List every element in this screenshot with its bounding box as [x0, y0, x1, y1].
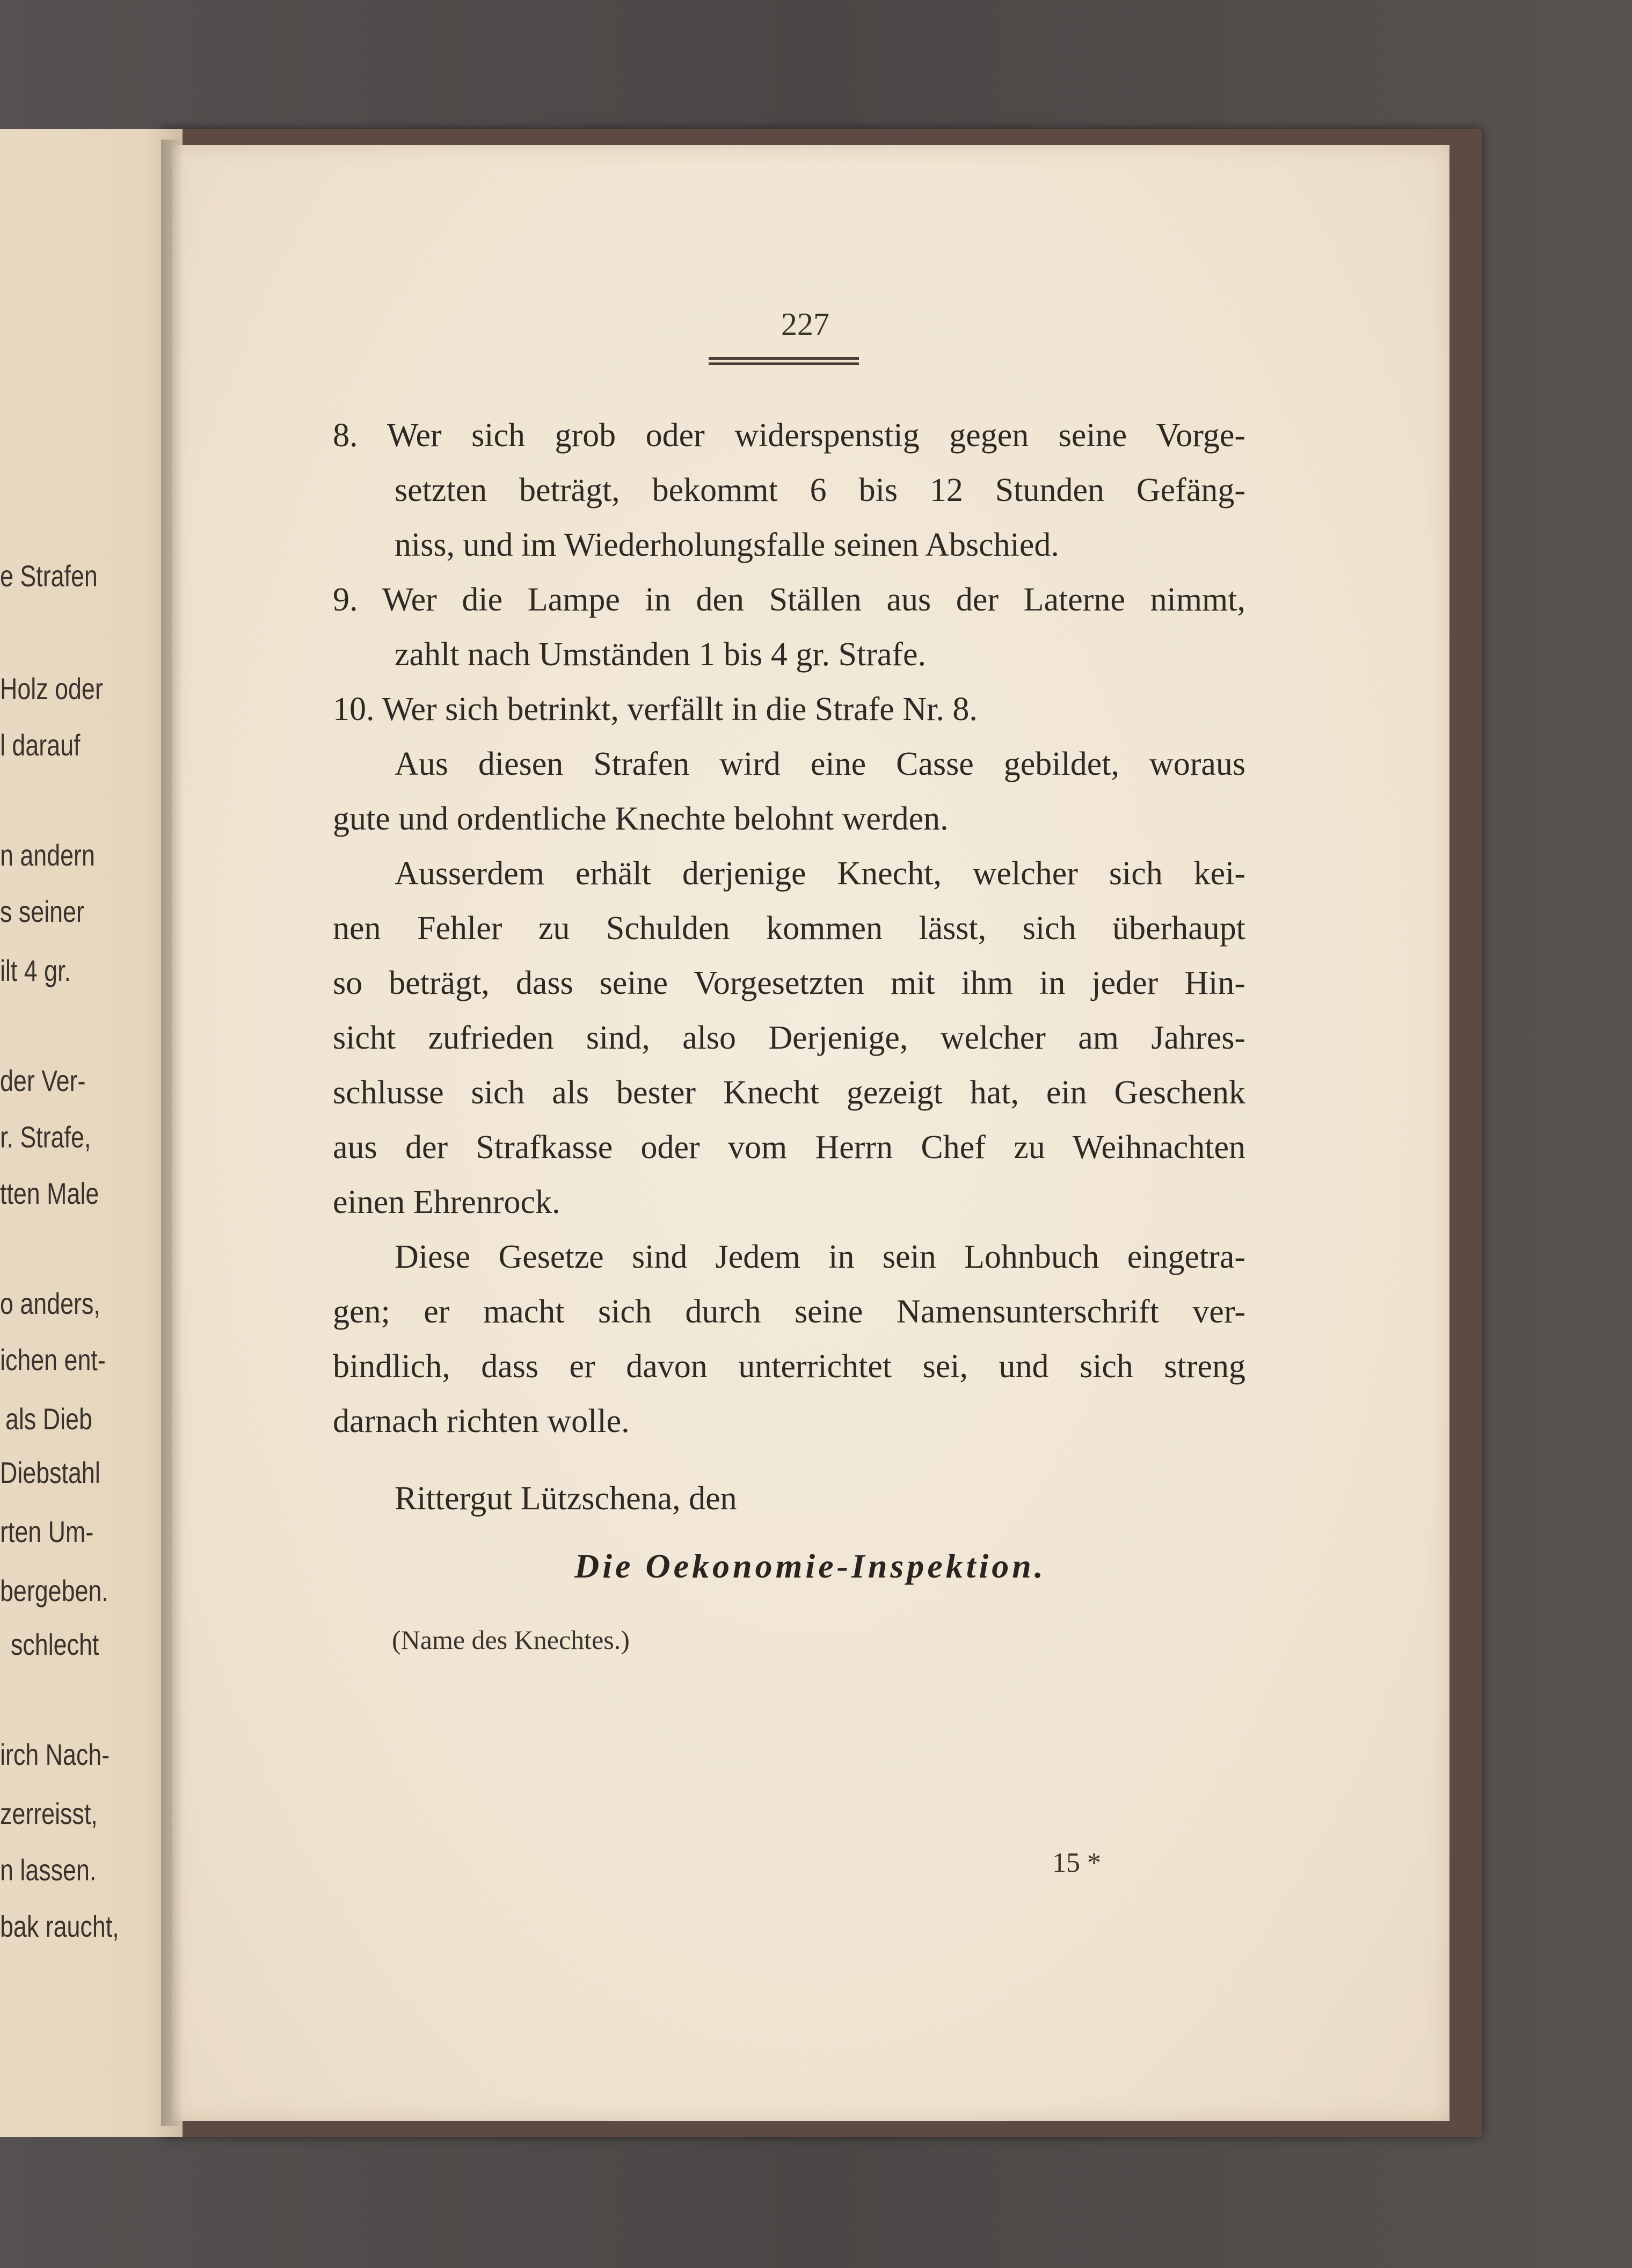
text-line: schlusse sich als bester Knecht gezeigt hat, ein Geschenk — [333, 1074, 1245, 1111]
text-line: zahlt nach Umständen 1 bis 4 gr. Strafe. — [395, 636, 927, 673]
left-page-fragment: irch Nach- — [0, 1738, 110, 1771]
text-line: aus der Strafkasse oder vom Herrn Chef zu Weihnachten — [333, 1129, 1245, 1166]
text-line: einen Ehrenrock. — [333, 1184, 560, 1220]
text-line: niss, und im Wiederholungsfalle seinen Abschied. — [395, 527, 1059, 563]
text-line: Ausserdem erhält derjenige Knecht, welcher sich kei- — [395, 855, 1245, 892]
text-line: nen Fehler zu Schulden kommen lässt, sich überhaupt — [333, 910, 1245, 947]
left-page-fragment: der Ver- — [0, 1064, 86, 1097]
text-line: 10. Wer sich betrinkt, verfällt in die Strafe Nr. 8. — [333, 691, 978, 728]
left-page-fragment: e Strafen — [0, 559, 98, 593]
text-line: Rittergut Lützschena, den — [395, 1480, 737, 1517]
left-page-fragment: bergeben. — [0, 1574, 108, 1608]
text-line: bindlich, dass er davon unterrichtet sei, und sich streng — [333, 1348, 1245, 1385]
left-page-fragment: ilt 4 gr. — [0, 954, 71, 987]
page-gutter-shadow — [161, 140, 183, 2126]
text-line: sicht zufrieden sind, also Derjenige, welcher am Jahres- — [333, 1020, 1245, 1056]
left-page-fragment: s seiner — [0, 895, 84, 928]
header-rule-top — [709, 357, 859, 360]
signature-mark: 15 * — [1052, 1848, 1101, 1878]
left-page-fragment: ichen ent- — [0, 1343, 106, 1377]
left-page — [0, 129, 183, 2137]
left-page-fragment: l darauf — [0, 728, 81, 762]
left-page-fragment: n andern — [0, 838, 95, 872]
text-line: gen; er macht sich durch seine Namensunterschrift ver- — [333, 1293, 1245, 1330]
text-line: gute und ordentliche Knechte belohnt werden. — [333, 801, 949, 837]
left-page-fragment: o anders, — [0, 1286, 100, 1320]
header-rule-bottom — [709, 362, 859, 365]
left-page-fragment: tten Male — [0, 1176, 99, 1210]
text-line: 9. Wer die Lampe in den Ställen aus der Laterne nimmt, — [333, 581, 1245, 618]
left-page-fragment: n lassen. — [0, 1853, 97, 1887]
text-line: setzten beträgt, bekommt 6 bis 12 Stunden Gefäng- — [395, 472, 1245, 508]
text-line: so beträgt, dass seine Vorgesetzten mit ihm in jeder Hin- — [333, 965, 1245, 1001]
page-number: 227 — [781, 307, 829, 342]
left-page-fragment: rten Um- — [0, 1515, 94, 1549]
left-page-fragment: schlecht — [11, 1627, 99, 1661]
text-line: Aus diesen Strafen wird eine Casse gebildet, woraus — [395, 746, 1245, 782]
text-line: Diese Gesetze sind Jedem in sein Lohnbuch eingetra- — [395, 1239, 1245, 1275]
left-page-fragment: zerreisst, — [0, 1797, 98, 1830]
left-page-fragment: r. Strafe, — [0, 1120, 91, 1154]
left-page-fragment: bak raucht, — [0, 1909, 119, 1943]
left-page-fragment: Holz oder — [0, 672, 103, 706]
text-line: darnach richten wolle. — [333, 1403, 630, 1440]
left-page-fragment: als Dieb — [5, 1402, 92, 1436]
text-line: 8. Wer sich grob oder widerspenstig gegen seine Vorge- — [333, 417, 1245, 454]
signature-line: Die Oekonomie-Inspektion. — [574, 1547, 1046, 1585]
left-page-fragment: Diebstahl — [0, 1456, 100, 1489]
name-note: (Name des Knechtes.) — [392, 1625, 630, 1655]
